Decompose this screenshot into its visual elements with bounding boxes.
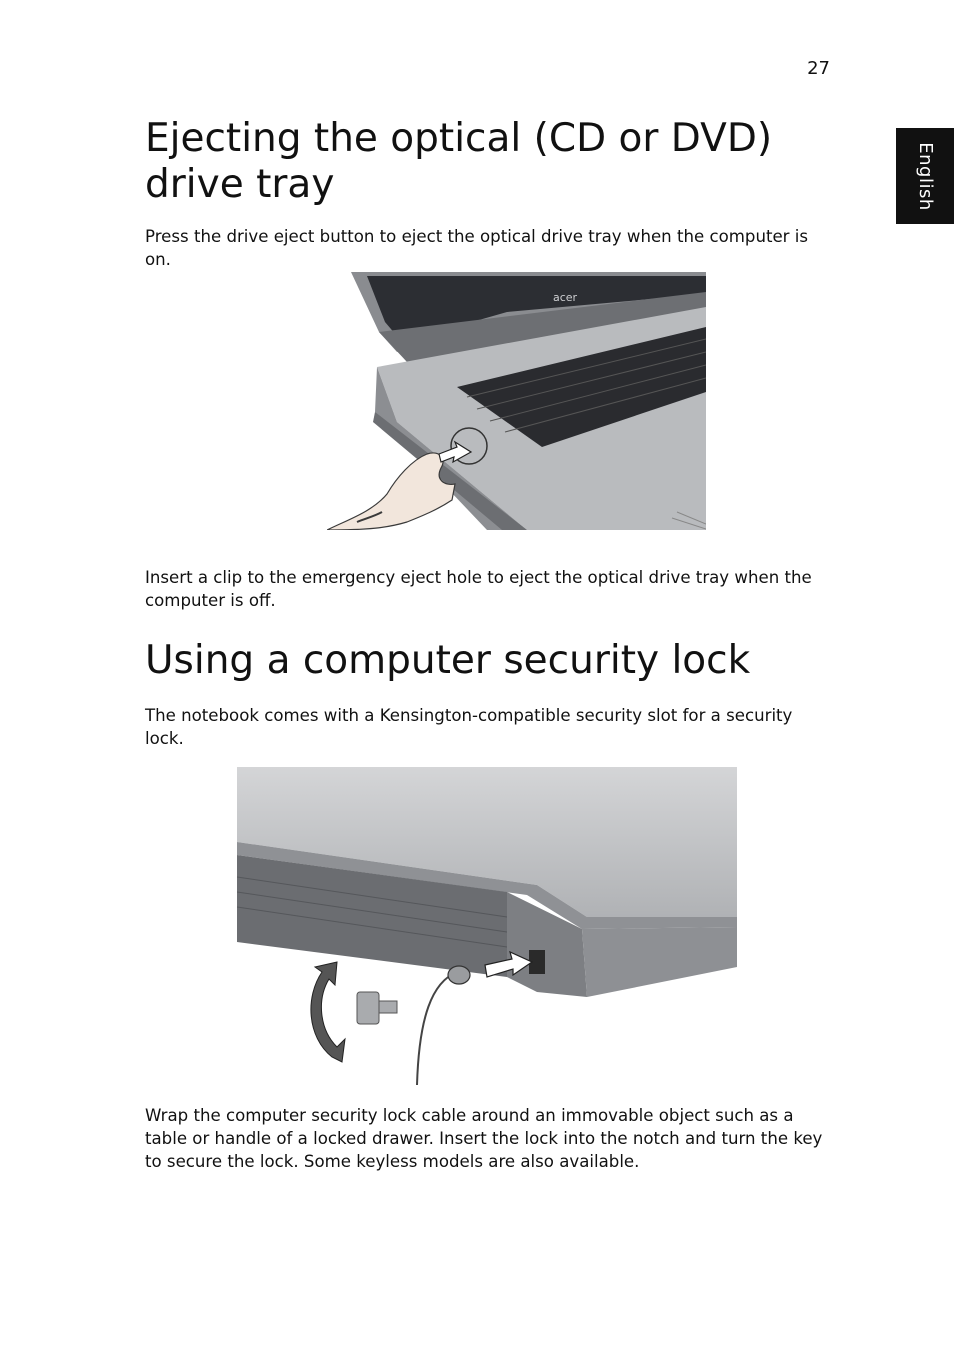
eject-button-illustration	[327, 272, 706, 530]
section-heading-security-lock: Using a computer security lock	[145, 638, 751, 683]
section-heading-eject: Ejecting the optical (CD or DVD) drive tray	[145, 116, 773, 207]
acer-logo: acer	[553, 291, 578, 304]
paragraph-eject-on: Press the drive eject button to eject the optical drive tray when the computer is on.	[145, 227, 809, 269]
language-tab	[896, 128, 954, 224]
security-lock-illustration	[237, 767, 737, 1085]
paragraph-kensington: The notebook comes with a Kensington-compatible security slot for a security lock.	[145, 706, 793, 748]
page-number: 27	[807, 58, 830, 79]
paragraph-lock-instructions: Wrap the computer security lock cable around an immovable object such as a table or handle of a locked drawer. Insert the lock into the notch and turn the key to secure the lock. Some keyless models are also available.	[145, 1106, 823, 1171]
language-tab-label: English	[914, 141, 936, 211]
paragraph-eject-off: Insert a clip to the emergency eject hole to eject the optical drive tray when the computer is off.	[145, 568, 812, 610]
